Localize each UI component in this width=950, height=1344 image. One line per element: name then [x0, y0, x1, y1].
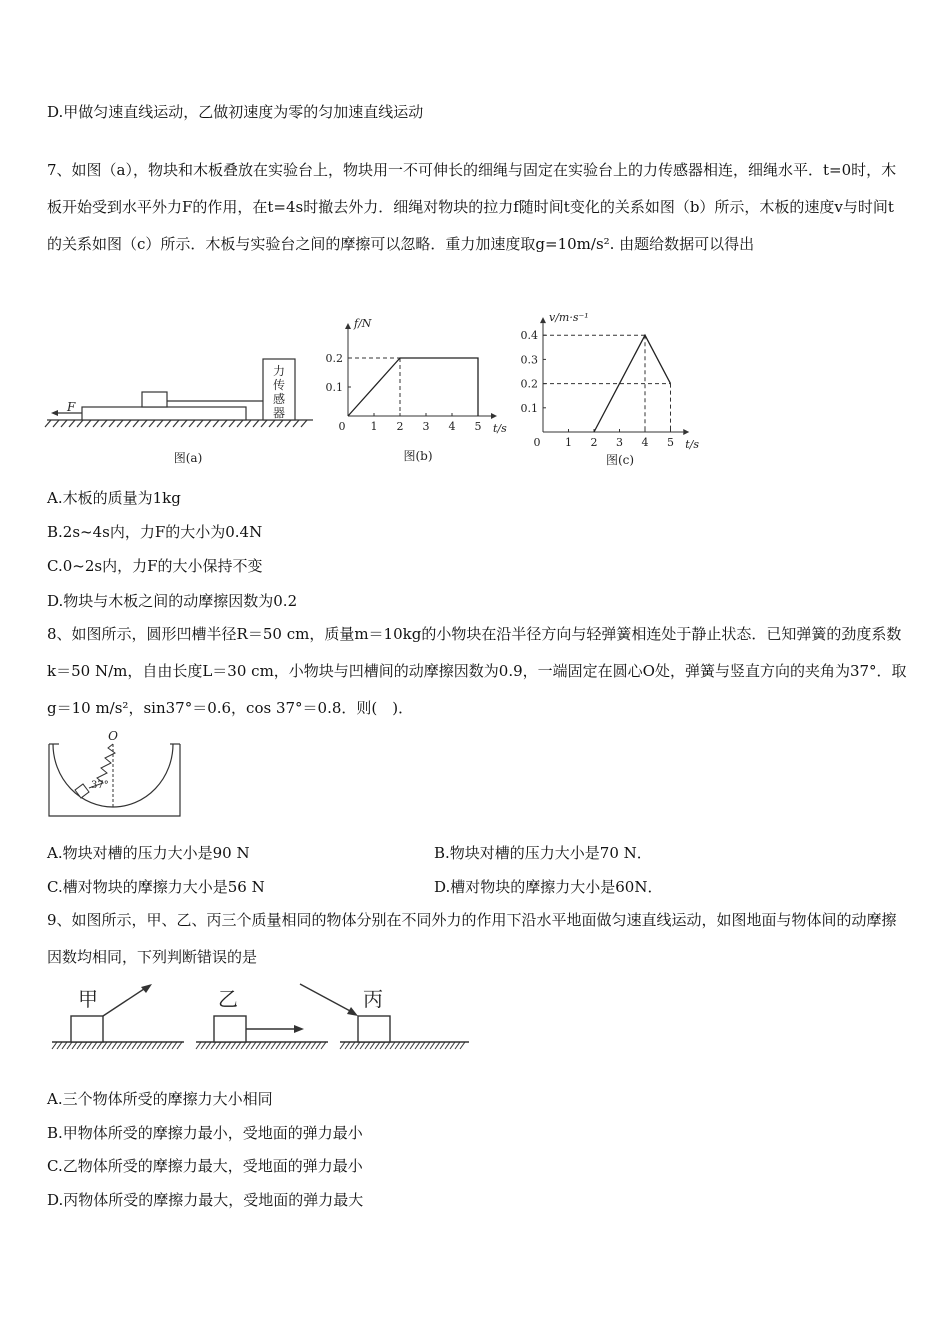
small-block: [142, 392, 167, 407]
small-block: [75, 784, 89, 798]
label-bing: 丙: [363, 987, 383, 1011]
q8-option-b: B.物块对槽的压力大小是70 N．: [434, 844, 652, 862]
sensor-char: 传: [272, 378, 286, 392]
q9-option-c: C.乙物体所受的摩擦力最大，受地面的弹力最小: [47, 1157, 363, 1175]
angle-label: 37°: [91, 780, 109, 791]
x-tick-label: 4: [641, 436, 649, 449]
q7-figure-c: [510, 300, 715, 472]
sensor-char: 感: [272, 392, 286, 406]
y-axis-arrow: [345, 323, 351, 329]
ground: [45, 420, 313, 427]
groove-outline: [49, 744, 180, 816]
x-axis-arrow: [683, 429, 689, 435]
q9-option-b: B.甲物体所受的摩擦力最小，受地面的弹力最小: [47, 1124, 363, 1142]
x-tick-label: 5: [667, 436, 674, 449]
y-axis-label: v/m·s⁻¹: [549, 311, 589, 325]
q7-option-a: A.木板的质量为1kg: [47, 489, 181, 507]
y-axis-label: f/N: [354, 317, 372, 330]
q9-option-a: A.三个物体所受的摩擦力大小相同: [47, 1090, 273, 1108]
q8-option-a: A.物块对槽的压力大小是90 N: [47, 844, 250, 862]
x-tick-label: 4: [448, 420, 456, 433]
sensor-char: 器: [272, 406, 286, 420]
x-tick-label: 0: [338, 420, 346, 433]
x-axis-arrow: [491, 413, 497, 419]
label-jia: 甲: [78, 987, 98, 1011]
series-line: [348, 358, 478, 416]
y-tick-label: 0.4: [520, 329, 538, 343]
block-yi: [214, 1016, 246, 1042]
q9-option-d: D.丙物体所受的摩擦力最大，受地面的弹力最大: [47, 1191, 364, 1209]
q9-stem: 9、如图所示，甲、乙、丙三个质量相同的物体分别在不同外力的作用下沿水平地面做匀速直线运动，如图地面与物体间的动摩擦因数均相同，下列判断错误的是: [47, 911, 897, 966]
fig-c-caption: 图(c): [605, 453, 635, 467]
q8-option-d: D.槽对物块的摩擦力大小是60N．: [434, 878, 663, 896]
label-yi: 乙: [218, 987, 238, 1011]
x-tick-label: 1: [565, 436, 572, 449]
x-tick-label: 3: [616, 436, 623, 449]
x-axis-label: t/s: [493, 422, 507, 435]
fig-a-caption: 图(a): [173, 451, 203, 465]
x-tick-label: 5: [474, 420, 482, 433]
y-tick-label: 0.2: [325, 352, 343, 365]
x-tick-label: 1: [370, 420, 378, 433]
force-label: F: [67, 400, 76, 414]
y-tick-label: 0.1: [520, 401, 538, 415]
series-line: [594, 335, 671, 432]
y-tick-label: 0.1: [325, 381, 343, 394]
x-tick-label: 2: [396, 420, 404, 433]
wooden-board: [82, 407, 246, 420]
q7-stem: 7、如图（a），物块和木板叠放在实验台上，物块用一不可伸长的细绳与固定在实验台上的力传感器相连，细绳水平．t=0时，木板开始受到水平外力F的作用，在t=4s时撤去外力．细绳对物块的拉力f随时间t变化的关系如图（b）所示，木板的速度v与时间t的关系如图（c）所示．木板与实验台之间的摩擦可以忽略．重力加速度取g=10m/s². 由题给数据可以得出: [47, 161, 897, 253]
x-tick-label: 3: [422, 420, 430, 433]
y-axis-arrow: [540, 317, 546, 323]
q7-option-c: C.0~2s内，力F的大小保持不变: [47, 557, 263, 575]
x-axis-label: t/s: [685, 438, 700, 451]
q9-figure: [48, 976, 473, 1061]
q7-figure-a: [45, 355, 315, 470]
block-bing: [358, 1016, 390, 1042]
q8-option-c: C.槽对物块的摩擦力大小是56 N: [47, 878, 265, 896]
q8-figure: [45, 728, 190, 823]
y-tick-label: 0.3: [520, 353, 538, 367]
q7-figure-b: [320, 312, 515, 470]
block-jia: [71, 1016, 103, 1042]
q8-stem: 8、如图所示，圆形凹槽半径R＝50 cm，质量m＝10kg的小物块在沿半径方向与轻弹簧相连处于静止状态．已知弹簧的劲度系数k＝50 N/m，自由长度L＝30 cm，小物块与凹槽间的动摩擦因数为0.9，一端固定在圆心O处，弹簧与竖直方向的夹角为37°．取g＝10 m/s²，sin37°＝0.6，cos 37°＝0.8．则( )．: [47, 625, 907, 717]
q7-option-d: D.物块与木板之间的动摩擦因数为0.2: [47, 592, 298, 610]
sensor-char: 力: [272, 364, 286, 378]
x-tick-label: 2: [590, 436, 598, 449]
q7-option-b: B.2s~4s内，力F的大小为0.4N: [47, 523, 263, 541]
fig-b-caption: 图(b): [403, 449, 433, 463]
center-label: O: [108, 729, 118, 743]
x-tick-label: 0: [533, 436, 541, 449]
q6-option-d: D.甲做匀速直线运动，乙做初速度为零的匀加速直线运动: [47, 103, 424, 121]
y-tick-label: 0.2: [520, 377, 538, 391]
